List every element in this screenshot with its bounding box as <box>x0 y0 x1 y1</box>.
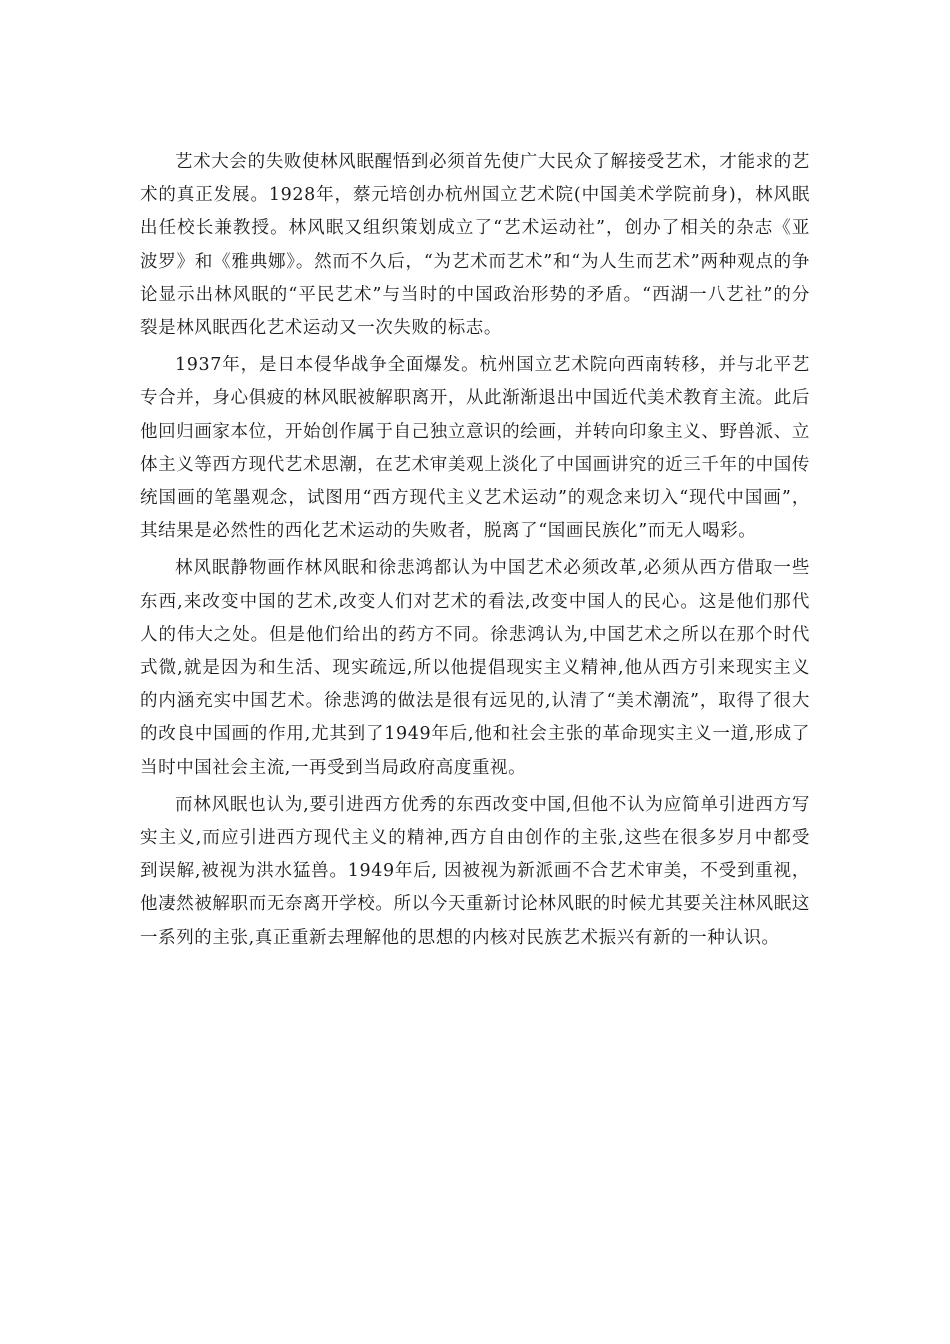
article-body <box>140 146 810 959</box>
paragraph-1: 艺术大会的失败使林风眠醒悟到必须首先使广大民众了解接受艺术，才能求的艺术的真正发展。1928年，蔡元培创办杭州国立艺术院(中国美术学院前身)，林风眠出任校长兼教授。林风眠又组织策划成立了“艺术运动社”，创办了相关的杂志《亚波罗》和《雅典娜》。然而不久后，“为艺术而艺术”和“为人生而艺术”两种观点的争论显示出林风眠的“平民艺术”与当时的中国政治形势的矛盾。“西湖一八艺社”的分裂是林风眠西化艺术运动又一次失败的标志。 <box>140 152 810 339</box>
paragraph-2: 1937年，是日本侵华战争全面爆发。杭州国立艺术院向西南转移，并与北平艺专合并，身心俱疲的林风眠被解职离开，从此渐渐退出中国近代美术教育主流。此后他回归画家本位，开始创作属于自己独立意识的绘画，并转向印象主义、野兽派、立体主义等西方现代艺术思潮，在艺术审美观上淡化了中国画讲究的近三千年的中国传统国画的笔墨观念，试图用“西方现代主义艺术运动”的观念来切入“现代中国画”，其结果是必然性的西化艺术运动的失败者，脱离了“国画民族化”而无人喝彩。 <box>140 355 810 542</box>
paragraph-4: 而林风眠也认为,要引进西方优秀的东西改变中国,但他不认为应简单引进西方写实主义,而应引进西方现代主义的精神,西方自由创作的主张,这些在很多岁月中都受到误解,被视为洪水猛兽。1949年后, 因被视为新派画不合艺术审美，不受到重视， 他凄然被解职而无奈离开学校。所以今天重新讨论林风眠的时候尤其要关注林风眠这一系列的主张,真正重新去理解他的思想的内核对民族艺术振兴有新的一种认识。 <box>140 794 810 948</box>
paragraph-3: 林风眠静物画作林风眠和徐悲鸿都认为中国艺术必须改革,必须从西方借取一些东西,来改变中国的艺术,改变人们对艺术的看法,改变中国人的民心。这是他们那代人的伟大之处。但是他们给出的药方不同。徐悲鸿认为,中国艺术之所以在那个时代式微,就是因为和生活、现实疏远,所以他提倡现实主义精神,他从西方引来现实主义的内涵充实中国艺术。徐悲鸿的做法是很有远见的,认清了“美术潮流”，取得了很大的改良中国画的作用,尤其到了1949年后,他和社会主张的革命现实主义一道,形成了当时中国社会主流,一再受到当局政府高度重视。 <box>140 558 810 778</box>
